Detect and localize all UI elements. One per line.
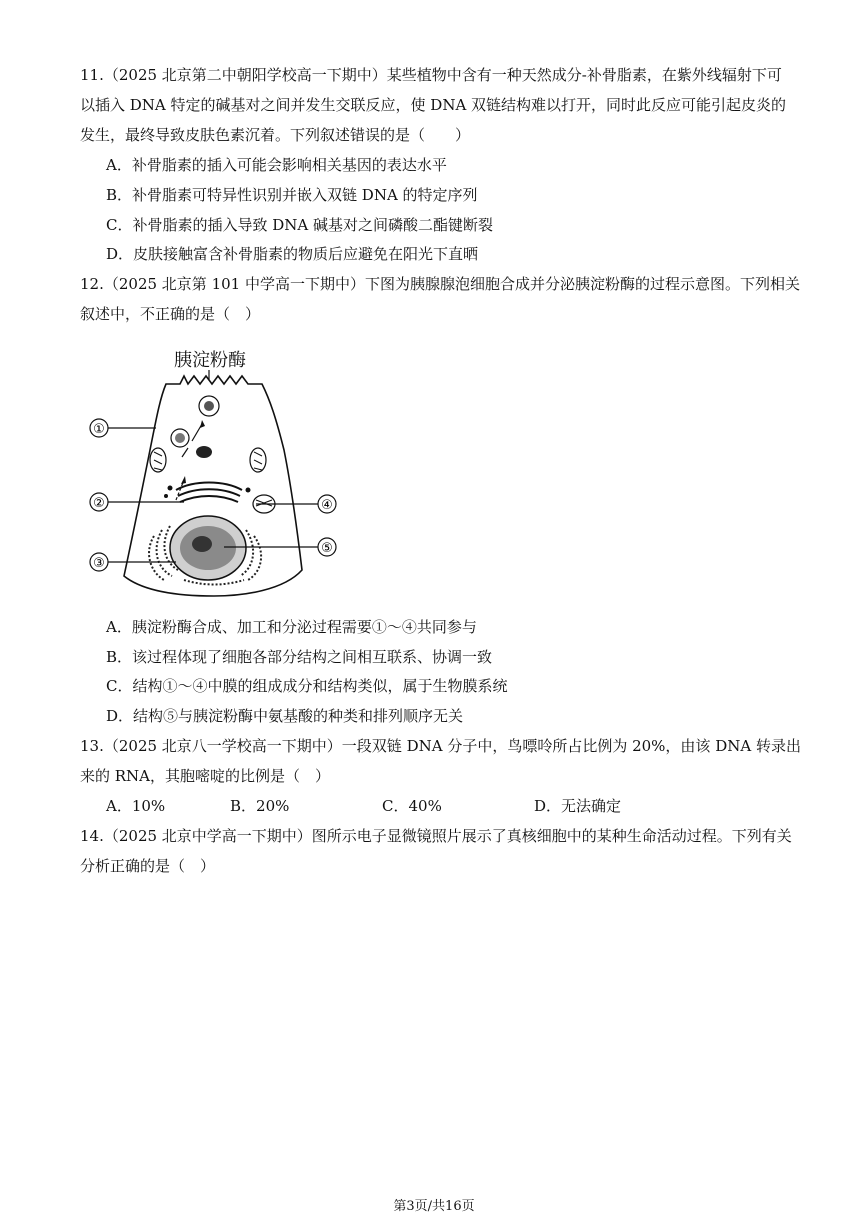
- label-3: ③: [93, 556, 105, 571]
- mitochondrion-right: [250, 448, 266, 472]
- label-4: ④: [321, 498, 333, 513]
- q11-stem-line-2: 以插入 DNA 特定的碱基对之间并发生交联反应，使 DNA 双链结构难以打开，同时此反应可能引起皮炎的: [80, 96, 787, 114]
- q11-stem-line-1: 11.（2025 北京第二中朝阳学校高一下期中）某些植物中含有一种天然成分-补骨脂素，在紫外线辐射下可: [80, 66, 782, 84]
- golgi-vesicle: [168, 486, 173, 491]
- mitochondrion-left: [150, 448, 166, 472]
- q12-option-d: D．结构⑤与胰淀粉酶中氨基酸的种类和排列顺序无关: [106, 707, 464, 725]
- diagram-title: 胰淀粉酶: [174, 350, 246, 371]
- q12-option-b: B．该过程体现了细胞各部分结构之间相互联系、协调一致: [106, 648, 493, 666]
- golgi-vesicle: [246, 488, 251, 493]
- q11-stem-line-3: 发生，最终导致皮肤色素沉着。下列叙述错误的是（ ）: [80, 126, 471, 144]
- q12-stem-line-1: 12.（2025 北京第 101 中学高一下期中）下图为胰腺腺泡细胞合成并分泌胰淀粉酶的过程示意图。下列相关: [80, 275, 800, 293]
- q14-stem-line-1: 14.（2025 北京中学高一下期中）图所示电子显微镜照片展示了真核细胞中的某种生命活动过程。下列有关: [80, 827, 792, 845]
- vesicle-content-mid: [175, 433, 185, 443]
- q11-option-c: C．补骨脂素的插入导致 DNA 碱基对之间磷酸二酯键断裂: [106, 216, 493, 234]
- label-5: ⑤: [321, 541, 333, 556]
- q14-stem-line-2: 分析正确的是（ ）: [80, 857, 216, 875]
- vesicle-content: [204, 401, 214, 411]
- q13-stem-line-1: 13.（2025 北京八一学校高一下期中）一段双链 DNA 分子中，鸟嘌呤所占比例为 20%，由该 DNA 转录出: [80, 737, 801, 755]
- q12-option-c: C．结构①～④中膜的组成成分和结构类似，属于生物膜系统: [106, 677, 508, 695]
- page-number: 第3页/共16页: [393, 1199, 475, 1214]
- q13-option-b: B．20%: [230, 797, 290, 815]
- q13-option-d: D．无法确定: [534, 797, 622, 815]
- label-2: ②: [93, 496, 105, 511]
- label-1: ①: [93, 422, 105, 437]
- q11-option-d: D．皮肤接触富含补骨脂素的物质后应避免在阳光下直晒: [106, 245, 479, 263]
- golgi-vesicle: [164, 494, 168, 498]
- q11-option-b: B．补骨脂素可特异性识别并嵌入双链 DNA 的特定序列: [106, 186, 478, 204]
- transport-vesicle: [196, 446, 212, 458]
- q13-option-a: A．10%: [106, 797, 166, 815]
- q13-stem-line-2: 来的 RNA，其胞嘧啶的比例是（ ）: [80, 767, 331, 785]
- pancreatic-acinar-cell-diagram: [84, 340, 354, 602]
- q12-stem-line-2: 叙述中，不正确的是（ ）: [80, 305, 261, 323]
- q11-option-a: A．补骨脂素的插入可能会影响相关基因的表达水平: [106, 156, 447, 174]
- q13-option-c: C．40%: [382, 797, 442, 815]
- nucleolus: [192, 536, 212, 552]
- q12-option-a: A．胰淀粉酶合成、加工和分泌过程需要①～④共同参与: [106, 618, 477, 636]
